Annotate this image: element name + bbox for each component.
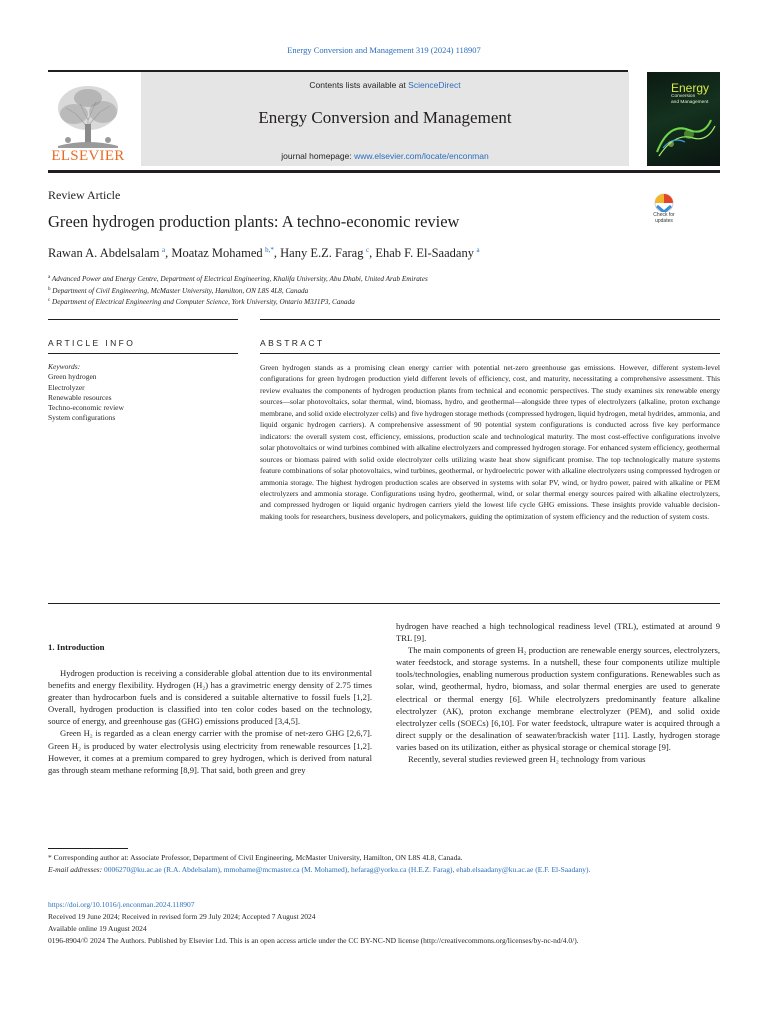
publication-info-block (48, 899, 720, 947)
homepage-prefix: journal homepage: (281, 151, 355, 161)
section-heading-introduction: 1. Introduction (48, 642, 105, 652)
abstract-heading-rule (260, 353, 720, 354)
author-affiliation-mark[interactable]: a (476, 246, 480, 254)
affiliation-text: Department of Electrical Engineering and Computer Science, York University, Ontario M3J1P3, Canada (52, 298, 355, 306)
check-for-updates-line-1: Check for (653, 212, 675, 218)
body-left-column (48, 667, 372, 776)
contents-line (141, 80, 629, 90)
article-info-heading: ARTICLE INFO (48, 338, 136, 348)
cover-artwork (649, 112, 719, 162)
body-paragraph: hydrogen have reached a high technological readiness level (TRL), estimated at around 9 TRL [9]. (396, 621, 720, 644)
elsevier-wordmark: ELSEVIER (51, 148, 125, 164)
author-list: Rawan A. Abdelsalam $^a$, Moataz Mohamed $^{b,*}$, Hany E.Z. Farag $^c$, Ehab F. El-Saadany $^a$ (48, 246, 480, 260)
email-addresses-line (48, 864, 720, 876)
affiliation-mark: a (48, 275, 51, 280)
email-addresses[interactable]: 0006270@ku.ac.ae (R.A. Abdelsalam), mmohame@mcmaster.ca (M. Mohamed), hefarag@yorku.ca (H.E.Z. Farag), ehab.elsaadany@ku.ac.ae (E.F. El-Saadany). (103, 864, 591, 874)
author-affiliation-mark[interactable]: c (365, 246, 370, 254)
check-for-updates-line-2: updates (655, 217, 673, 224)
author-name[interactable]: Ehab F. El-Saadany (375, 246, 474, 260)
body-paragraph: Recently, several studies reviewed green H₂ technology from various (408, 754, 646, 765)
contents-prefix: Contents lists available at (309, 80, 409, 90)
masthead-bottom-rule (48, 170, 720, 173)
footnotes-block (48, 852, 720, 876)
body-paragraph: Hydrogen production is receiving a considerable global attention due to its environmental benefits and energy flexibility. Hydrogen (H₂) has a gravimetric energy density of 2.75 times greater than hydrocarbon fuels and is considered a suitable alternative to fossil fuels [1,2]. Overall, hydrogen production is classified into ten color codes based on the technology, source of energy, and greenhouse gas (GHG) emissions produced [3,4,5]. (48, 668, 372, 727)
affiliation-list (48, 273, 428, 308)
license-statement: 0196-8904/© 2024 The Authors. Published by Elsevier Ltd. This is an open access article under the CC BY-NC-ND license (http://creativecommons.org/licenses/by-nc-nd/4.0/). (48, 935, 579, 945)
article-info-top-rule (48, 319, 238, 320)
homepage-line (141, 151, 629, 161)
received-dates: Received 19 June 2024; Received in revised form 29 July 2024; Accepted 7 August 2024 (48, 911, 316, 921)
journal-homepage-link[interactable]: www.elsevier.com/locate/enconman (354, 151, 489, 161)
keyword-item: Techno-economic review (48, 403, 124, 413)
journal-title: Energy Conversion and Management (258, 108, 512, 127)
affiliation-item (48, 273, 428, 285)
cover-title: Energy (671, 81, 710, 95)
body-right-column (396, 620, 720, 765)
abstract-top-rule (260, 319, 720, 320)
email-label: E-mail addresses: (48, 864, 103, 874)
abstract-heading: ABSTRACT (260, 338, 325, 348)
body-paragraph: Green H₂ is regarded as a clean energy carrier with the promise of net-zero GHG [2,6,7]. Green H₂ is produced by water electrolysis using electricity from renewable resources [1,2]. However, it comes at a premium compared to grey hydrogen, which is derived from natural gas through steam methane reforming [8,9]. That said, both green and grey (48, 728, 372, 775)
body-paragraph: The main components of green H₂ production are renewable energy sources, electrolyzers, water feedstock, and storage systems. In a nutshell, these four components utilize multiple tools/technologies, enabling numerous production system configurations. Renewables such as solar, wind, geothermal, hydro, biomass, and solar thermal energies are used to generate electrical or thermal energy [6]. While electrolyzers predominantly feature alkaline electrolyzer (AK), proton exchange membrane electrolyzer (PEM), and solid oxide electrolyzer cells (SOECs) [6,10]. For water feedstock, ultrapure water is acquired through a direct supply or the desalination of seawater/brackish water [11]. Lastly, hydrogen storage varies based on its utilization, either as physical storage or chemical storage [9]. (396, 645, 720, 752)
abstract-text: Green hydrogen stands as a promising clean energy carrier with potential net-zero greenhouse gas emissions. However, different system-level configurations for green hydrogen production yield different levels of efficiency, cost, and maturity, necessitating a comprehensive assessment. This review evaluates the components of hydrogen production plants from technical and economic perspectives. The study examines six renewable energy sources—solar photovoltaics, solar thermal, wind, biomass, hydro, and geothermal—alongside three types of electrolyzers (alkaline, proton exchange membrane, and solid oxide electrolyzer cells) and five hydrogen storage methods (compressed hydrogen, liquid hydrogen, metal hydrides, ammonia, and liquid organic hydrogen carriers). A comprehensive assessment of 90 potential system configurations is conducted across five key performance indicators: the overall system cost, efficiency, emissions, production scale and technological maturity. The most cost-effective configurations involve solar photovoltaics or wind turbines combined with alkaline electrolyzers and compressed hydrogen storage. For enhanced system efficiency, geothermal sources or biomass paired with solid oxide electrolyzer cells utilizing waste heat show significant promise. The top technologically mature systems feature combinations of solar photovoltaics, wind turbines, geothermal, or hydroelectric power with alkaline electrolyzers using compressed hydrogen or ammonia storage. The highest hydrogen production scales are observed in systems with solar PV, wind, or hydro power, paired with alkaline or PEM electrolyzers and ammonia storage. Configurations using hydro, geothermal, wind, or solar thermal energy sources paired with alkaline electrolyzers, and compressed hydrogen or liquid organic hydrogen carriers yield the lowest life cycle GHG emissions. These insights provide valuable decision-making tools for researchers, business developers, and policymakers, guiding the optimization of system efficiency and the reduction of system costs. (260, 363, 720, 521)
check-for-updates-label[interactable] (646, 213, 682, 224)
affiliation-item (48, 285, 428, 297)
keywords-label: Keywords: (48, 362, 81, 371)
keyword-item: Renewable resources (48, 392, 112, 402)
journal-reference[interactable]: Energy Conversion and Management 319 (2024) 118907 (287, 45, 481, 55)
keyword-item: Green hydrogen (48, 372, 97, 382)
article-type: Review Article (48, 188, 121, 202)
author-affiliation-mark[interactable]: a (161, 246, 166, 254)
author-name[interactable]: Rawan A. Abdelsalam (48, 246, 160, 260)
keyword-item: System configurations (48, 413, 116, 423)
author-name[interactable]: Moataz Mohamed (171, 246, 263, 260)
available-online-date: Available online 19 August 2024 (48, 923, 147, 933)
affiliation-text: Advanced Power and Energy Centre, Department of Electrical Engineering, Khalifa University, Abu Dhabi, United Arab Emirates (51, 275, 428, 283)
journal-cover[interactable] (647, 72, 720, 166)
affiliation-item (48, 296, 428, 308)
affiliation-text: Department of Civil Engineering, McMaster University, Hamilton, ON L8S 4L8, Canada (52, 286, 309, 295)
article-info-heading-rule (48, 353, 238, 354)
masthead-banner (141, 72, 629, 166)
corresponding-author-note: * Corresponding author at: Associate Professor, Department of Civil Engineering, McMaster University, Hamilton, ON L8S 4L8, Canada. (48, 853, 463, 862)
keyword-item: Electrolyzer (48, 382, 85, 392)
affiliation-mark: c (48, 298, 51, 303)
keywords-block (48, 362, 124, 424)
sciencedirect-link[interactable]: ScienceDirect (408, 80, 461, 90)
abstract-bottom-rule (48, 603, 720, 604)
author-affiliation-mark[interactable]: b,* (265, 246, 274, 254)
cover-subtitle-line-1: Conversion (671, 94, 696, 99)
affiliation-mark: b (48, 286, 51, 292)
doi-link[interactable]: https://doi.org/10.1016/j.enconman.2024.118907 (48, 900, 195, 909)
author-name[interactable]: Hany E.Z. Farag (280, 246, 364, 260)
footnote-rule (48, 848, 128, 849)
article-title: Green hydrogen production plants: A techno-economic review (48, 212, 460, 231)
cover-subtitle (671, 94, 708, 105)
cover-subtitle-line-2: and Management (671, 99, 709, 105)
